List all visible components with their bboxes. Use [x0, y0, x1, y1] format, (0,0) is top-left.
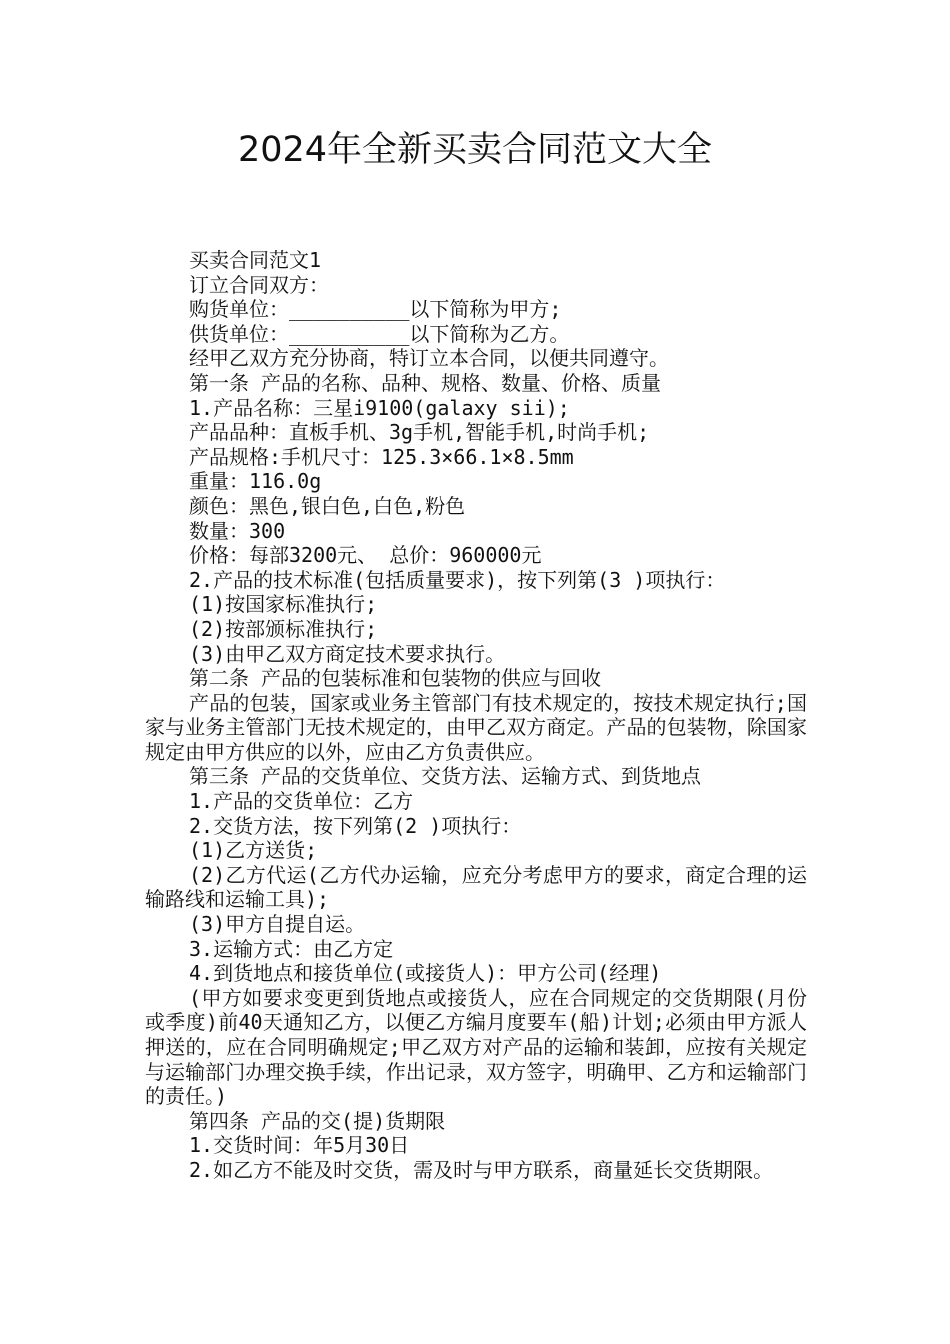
paragraph: 3.运输方式：由乙方定 — [189, 936, 394, 961]
supplier-line: 供货单位：__________以下简称为乙方。 — [189, 321, 570, 346]
article-heading: 第一条 产品的名称、品种、规格、数量、价格、质量 — [189, 370, 662, 395]
paragraph: 数量：300 — [189, 518, 286, 543]
section-heading: 买卖合同范文1 — [189, 248, 322, 272]
paragraph: 重量：116.0g — [189, 469, 322, 494]
paragraph: (1)乙方送货; — [189, 838, 318, 863]
paragraph: 1.产品的交货单位：乙方 — [189, 789, 414, 814]
paragraph: (3)甲方自提自运。 — [189, 912, 366, 937]
buyer-line: 购货单位：__________以下简称为甲方; — [189, 297, 562, 322]
paragraph: 订立合同双方： — [189, 272, 329, 297]
paragraph: (2)乙方代运(乙方代办运输，应充分考虑甲方的要求，商定合理的运输路线和运输工具); — [145, 862, 807, 912]
paragraph: 产品的包装，国家或业务主管部门有技术规定的，按技术规定执行;国家与业务主管部门无技术规定的，由甲乙双方商定。产品的包装物，除国家规定由甲方供应的以外，应由乙方负责供应。 — [145, 690, 807, 764]
paragraph: (3)由甲乙双方商定技术要求执行。 — [189, 641, 506, 666]
article-heading: 第二条 产品的包装标准和包装物的供应与回收 — [189, 666, 602, 691]
paragraph: (1)按国家标准执行; — [189, 592, 378, 617]
paragraph: (甲方如要求变更到货地点或接货人，应在合同规定的交货期限(月份或季度)前40天通知乙方，以便乙方编月度要车(船)计划;必须由甲方派人押送的，应在合同明确规定;甲乙双方对产品的运输和装卸，应按有关规定与运输部门办理交换手续，作出记录，双方签字，明确甲、乙方和运输部门的责任。) — [145, 985, 807, 1109]
paragraph: (2)按部颁标准执行; — [189, 616, 378, 641]
paragraph: 4.到货地点和接货单位(或接货人)：甲方公司(经理) — [189, 961, 662, 986]
paragraph: 2.交货方法，按下列第(2 )项执行： — [189, 813, 522, 838]
document-title: 2024年全新买卖合同范文大全 — [237, 130, 713, 170]
paragraph: 颜色：黑色,银白色,白色,粉色 — [189, 493, 466, 518]
article-heading: 第三条 产品的交货单位、交货方法、运输方式、到货地点 — [189, 764, 702, 789]
paragraph: 2.产品的技术标准(包括质量要求)，按下列第(3 )项执行： — [189, 567, 726, 592]
paragraph: 1.交货时间：年5月30日 — [189, 1133, 410, 1158]
paragraph: 价格：每部3200元、 总价：960000元 — [189, 543, 542, 568]
paragraph: 1.产品名称：三星i9100(galaxy sii); — [189, 395, 570, 420]
paragraph: 产品品种：直板手机、3g手机,智能手机,时尚手机; — [189, 420, 650, 445]
paragraph: 2.如乙方不能及时交货，需及时与甲方联系，商量延长交货期限。 — [189, 1157, 774, 1182]
paragraph: 经甲乙双方充分协商，特订立本合同，以便共同遵守。 — [189, 346, 669, 371]
document-body — [145, 248, 807, 1183]
paragraph: 产品规格:手机尺寸：125.3×66.1×8.5mm — [189, 444, 574, 469]
article-heading: 第四条 产品的交(提)货期限 — [189, 1108, 446, 1133]
